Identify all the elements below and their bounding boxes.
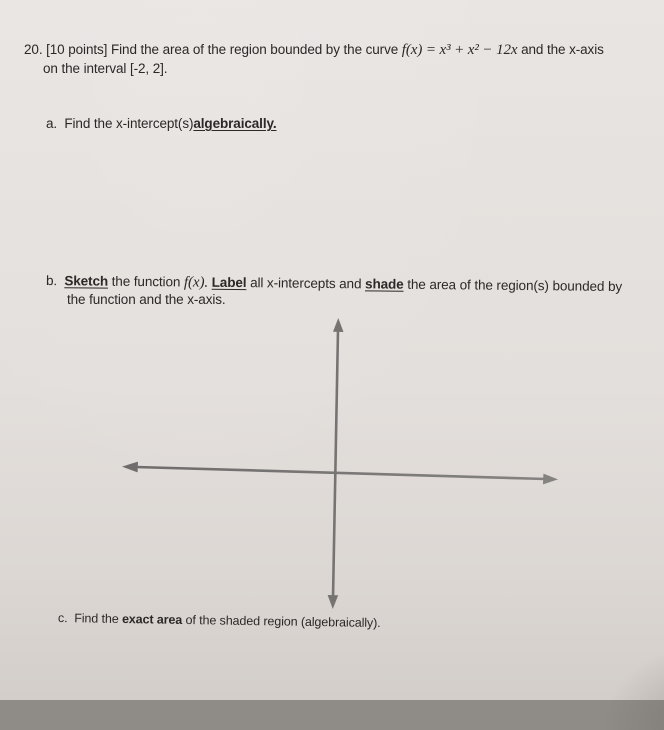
question-number: 20. bbox=[24, 42, 43, 57]
part-a-letter: a. bbox=[46, 116, 58, 131]
part-b-label: Label bbox=[211, 274, 247, 291]
part-c-exact-area: exact area bbox=[121, 612, 183, 627]
question-prompt: Find the area of the region bounded by the curve bbox=[110, 42, 399, 57]
x-axis-right-arrow-icon bbox=[543, 474, 558, 485]
part-c-letter: c. bbox=[57, 611, 68, 626]
part-b-shade: shade bbox=[365, 276, 404, 292]
part-b-line-2: the function and the x-axis. bbox=[67, 292, 226, 307]
function-expression: f(x) = x³ + x² − 12x bbox=[401, 42, 518, 58]
part-a-emphasis: algebraically. bbox=[193, 116, 277, 131]
x-axis-left-arrow-icon bbox=[122, 462, 138, 473]
y-axis bbox=[328, 318, 344, 609]
question-points: [10 points] bbox=[46, 42, 108, 57]
part-c-text-2: of the shaded region (algebraically). bbox=[185, 613, 381, 631]
y-axis-down-arrow-icon bbox=[328, 595, 339, 609]
page-corner-shadow bbox=[600, 640, 664, 730]
part-b-text-2: all x-intercepts and bbox=[250, 275, 362, 292]
x-axis bbox=[122, 462, 558, 485]
question-interval: on the interval [-2, 2]. bbox=[43, 61, 168, 76]
part-a-text: Find the x-intercept(s) bbox=[64, 116, 194, 131]
part-c-text-1: Find the bbox=[74, 611, 119, 626]
part-b-text-1: the function bbox=[111, 273, 181, 290]
question-prompt-end: and the x-axis bbox=[521, 42, 604, 57]
part-b-sketch: Sketch bbox=[64, 273, 109, 289]
y-axis-up-arrow-icon bbox=[333, 318, 344, 332]
part-b-function: f(x). bbox=[183, 274, 209, 291]
part-b-text-3: the area of the region(s) bounded by bbox=[407, 276, 623, 295]
part-b-letter: b. bbox=[45, 273, 58, 289]
